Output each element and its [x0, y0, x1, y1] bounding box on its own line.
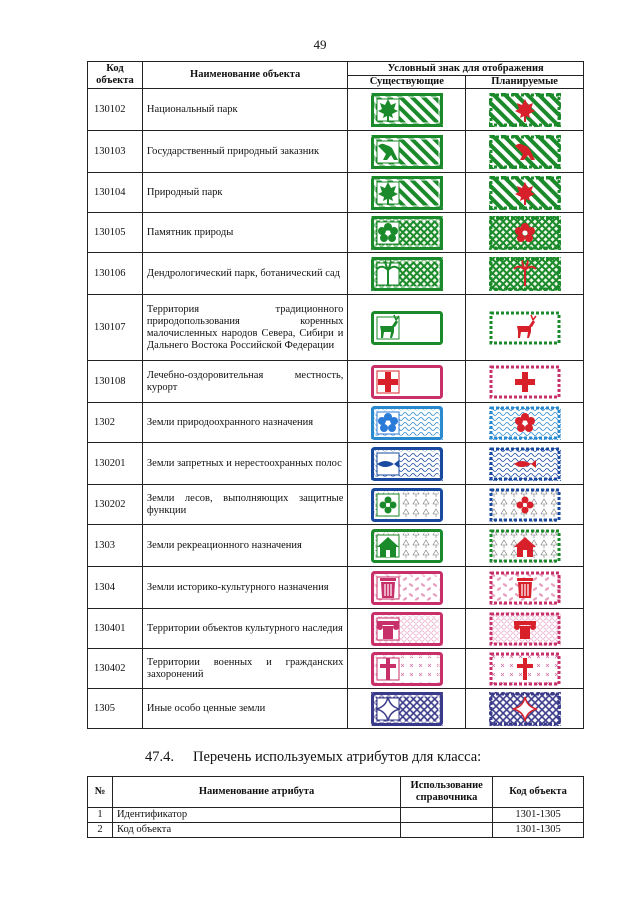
existing-symbol-cell: [348, 443, 466, 485]
existing-symbol-cell: [348, 525, 466, 567]
palm-tree-planned-symbol: [489, 257, 561, 291]
attr-header-name: Наименование атрибута: [112, 777, 400, 808]
legend-row: [88, 525, 584, 567]
flower-planned-symbol: [489, 406, 561, 440]
existing-symbol-cell: [348, 649, 466, 689]
urn-icon: [380, 578, 396, 598]
urn-planned-symbol: [489, 571, 561, 605]
attr-row: [88, 823, 584, 838]
object-name: Земли запретных и нерестоохранных полос: [142, 443, 347, 485]
forest-flower-existing-symbol: [371, 488, 443, 522]
object-code: 130402: [88, 649, 143, 689]
planned-symbol-cell: [466, 525, 584, 567]
planned-symbol-cell: [466, 485, 584, 525]
object-code: 130105: [88, 213, 143, 253]
object-name: Дендрологический парк, ботанический сад: [142, 253, 347, 295]
legend-row: [88, 173, 584, 213]
attributes-table: [87, 776, 584, 838]
object-name: Природный парк: [142, 173, 347, 213]
attr-num: 2: [88, 823, 113, 838]
page-number: 49: [313, 37, 327, 52]
object-code: 1305: [88, 689, 143, 729]
legend-row: [88, 689, 584, 729]
header-code: Код объекта: [88, 62, 143, 89]
attr-row: [88, 808, 584, 823]
existing-symbol-cell: [348, 485, 466, 525]
attr-header-num: №: [88, 777, 113, 808]
object-code: 130106: [88, 253, 143, 295]
object-name: Земли рекреационного назначения: [142, 525, 347, 567]
maple-leaf-planned-symbol: [489, 176, 561, 210]
fish-planned-symbol: [489, 447, 561, 481]
planned-symbol-cell: [466, 213, 584, 253]
object-name: Национальный парк: [142, 89, 347, 131]
urn-icon: [517, 578, 533, 598]
legend-row: [88, 213, 584, 253]
planned-symbol-cell: [466, 689, 584, 729]
existing-symbol-cell: [348, 89, 466, 131]
object-name: Земли историко-культурного назначения: [142, 567, 347, 609]
object-name: Территории военных и гражданских захоронений: [142, 649, 347, 689]
planned-symbol-cell: [466, 131, 584, 173]
existing-symbol-cell: [348, 173, 466, 213]
object-code: 130108: [88, 361, 143, 403]
fish-existing-symbol: [371, 447, 443, 481]
attr-header-code: Код объекта: [493, 777, 584, 808]
object-name: Территории объектов культурного наследия: [142, 609, 347, 649]
existing-symbol-cell: [348, 253, 466, 295]
legend-row: [88, 89, 584, 131]
existing-symbol-cell: [348, 295, 466, 361]
section-number: 47.4.: [145, 749, 174, 765]
attr-ref: [401, 808, 493, 823]
house-existing-symbol: [371, 529, 443, 563]
object-code: 130102: [88, 89, 143, 131]
legend-row: [88, 649, 584, 689]
existing-symbol-cell: [348, 131, 466, 173]
deer-planned-symbol: [489, 311, 561, 345]
object-name: Лечебно-оздоровительная местность, курорт: [142, 361, 347, 403]
legend-row: [88, 361, 584, 403]
column-capital-existing-symbol: [371, 612, 443, 646]
existing-symbol-cell: [348, 403, 466, 443]
kangaroo-planned-symbol: [489, 135, 561, 169]
object-name: Памятник природы: [142, 213, 347, 253]
object-name: Государственный природный заказник: [142, 131, 347, 173]
planned-symbol-cell: [466, 173, 584, 213]
grave-cross-planned-symbol: [489, 652, 561, 686]
deer-existing-symbol: [371, 311, 443, 345]
planned-symbol-cell: [466, 361, 584, 403]
planned-symbol-cell: [466, 89, 584, 131]
legend-row: [88, 253, 584, 295]
object-code: 1304: [88, 567, 143, 609]
legend-row: [88, 485, 584, 525]
object-name: Территория традиционного природопользования коренных малочисленных народов Севера, Сибири и Дальнего Востока Российской Федерации: [142, 295, 347, 361]
existing-symbol-cell: [348, 213, 466, 253]
forest-flower-planned-symbol: [489, 488, 561, 522]
attr-num: 1: [88, 808, 113, 823]
object-code: 1302: [88, 403, 143, 443]
attr-ref: [401, 823, 493, 838]
maple-leaf-planned-symbol: [489, 93, 561, 127]
star-planned-symbol: [489, 692, 561, 726]
planned-symbol-cell: [466, 443, 584, 485]
existing-symbol-cell: [348, 609, 466, 649]
legend-row: [88, 131, 584, 173]
legend-row: [88, 567, 584, 609]
planned-symbol-cell: [466, 649, 584, 689]
urn-existing-symbol: [371, 571, 443, 605]
attr-header-ref: Использование справочника: [401, 777, 493, 808]
header-name: Наименование объекта: [142, 62, 347, 89]
planned-symbol-cell: [466, 567, 584, 609]
planned-symbol-cell: [466, 609, 584, 649]
planned-symbol-cell: [466, 253, 584, 295]
legend-row: [88, 609, 584, 649]
legend-table: [87, 61, 584, 729]
existing-symbol-cell: [348, 361, 466, 403]
attr-code: 1301-1305: [493, 808, 584, 823]
column-capital-planned-symbol: [489, 612, 561, 646]
object-code: 130401: [88, 609, 143, 649]
attr-name: Код объекта: [112, 823, 400, 838]
object-name: Земли лесов, выполняющих защитные функции: [142, 485, 347, 525]
section-heading: [145, 749, 481, 766]
legend-row: [88, 403, 584, 443]
flower-planned-symbol: [489, 216, 561, 250]
house-planned-symbol: [489, 529, 561, 563]
legend-row: [88, 443, 584, 485]
flower-existing-symbol: [371, 216, 443, 250]
attr-name: Идентификатор: [112, 808, 400, 823]
red-cross-existing-symbol: [371, 365, 443, 399]
header-planned: Планируемые: [466, 76, 584, 89]
existing-symbol-cell: [348, 567, 466, 609]
star-existing-symbol: [371, 692, 443, 726]
grave-cross-existing-symbol: [371, 652, 443, 686]
section-title: Перечень используемых атрибутов для класса:: [193, 749, 482, 765]
object-code: 130201: [88, 443, 143, 485]
object-code: 130107: [88, 295, 143, 361]
flower-existing-symbol: [371, 406, 443, 440]
attr-code: 1301-1305: [493, 823, 584, 838]
object-code: 130202: [88, 485, 143, 525]
existing-symbol-cell: [348, 689, 466, 729]
maple-leaf-existing-symbol: [371, 93, 443, 127]
object-code: 1303: [88, 525, 143, 567]
planned-symbol-cell: [466, 403, 584, 443]
header-existing: Существующие: [348, 76, 466, 89]
palm-tree-existing-symbol: [371, 257, 443, 291]
legend-row: [88, 295, 584, 361]
header-symbol: Условный знак для отображения: [348, 62, 584, 76]
maple-leaf-existing-symbol: [371, 176, 443, 210]
object-name: Иные особо ценные земли: [142, 689, 347, 729]
object-code: 130104: [88, 173, 143, 213]
kangaroo-existing-symbol: [371, 135, 443, 169]
object-code: 130103: [88, 131, 143, 173]
planned-symbol-cell: [466, 295, 584, 361]
object-name: Земли природоохранного назначения: [142, 403, 347, 443]
red-cross-planned-symbol: [489, 365, 561, 399]
